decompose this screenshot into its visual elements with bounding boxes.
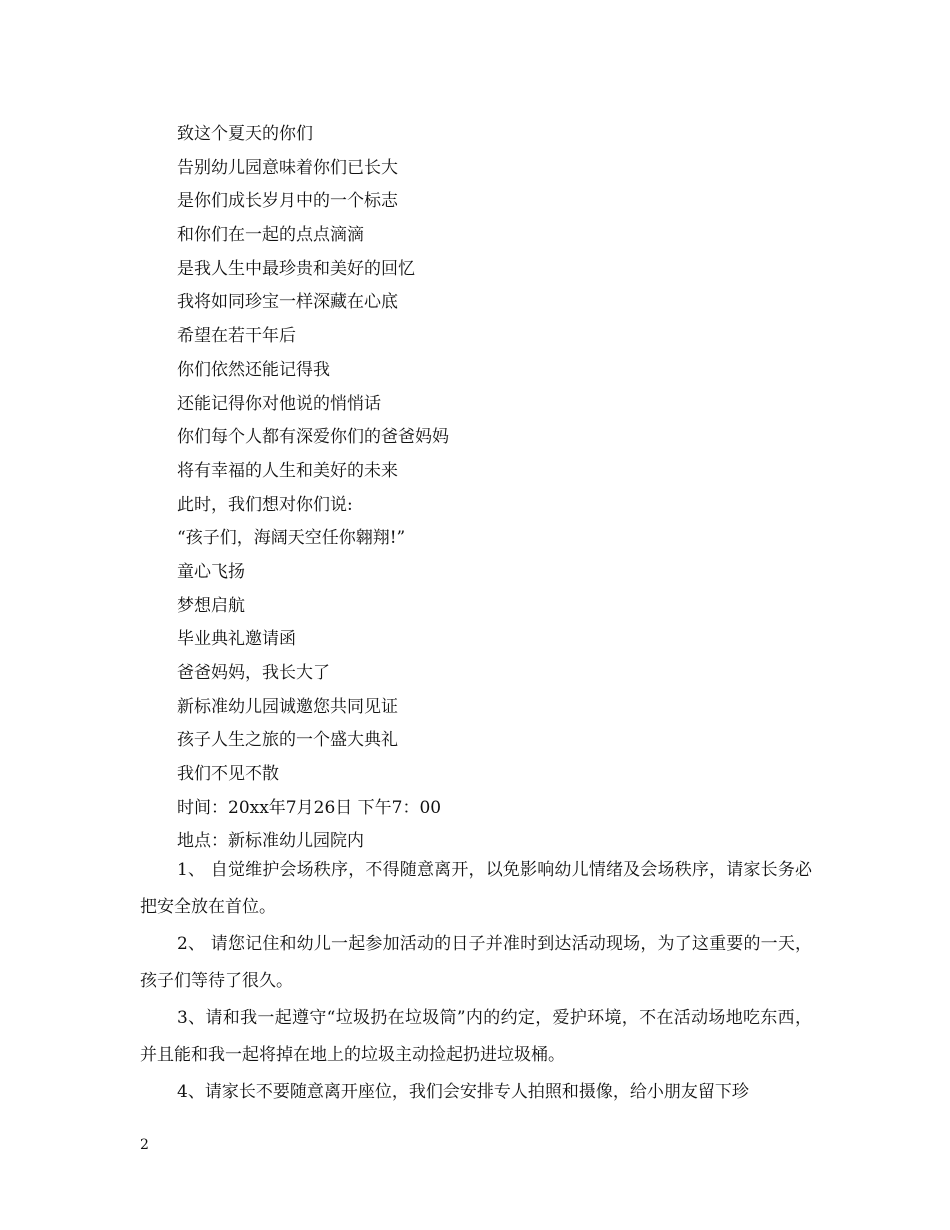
text-line: 希望在若干年后 bbox=[177, 326, 296, 347]
page-number: 2 bbox=[140, 1137, 149, 1153]
notice-paragraphs bbox=[140, 852, 812, 1111]
text-line: 是我人生中最珍贵和美好的回忆 bbox=[177, 258, 415, 279]
text-line: 还能记得你对他说的悄悄话 bbox=[177, 393, 381, 414]
text-line: 你们每个人都有深爱你们的爸爸妈妈 bbox=[177, 427, 449, 448]
notice-item-3: 3、请和我一起遵守“垃圾扔在垃圾筒”内的约定，爱护环境，不在活动场地吃东西，并且能和我一起将掉在地上的垃圾主动捡起扔进垃圾桶。 bbox=[140, 1008, 812, 1065]
text-line: 将有幸福的人生和美好的未来 bbox=[177, 460, 398, 481]
text-line: 和你们在一起的点点滴滴 bbox=[177, 225, 364, 246]
text-line: 童心飞扬 bbox=[177, 561, 245, 582]
text-line: 是你们成长岁月中的一个标志 bbox=[177, 191, 398, 212]
invitation-lines bbox=[177, 118, 817, 859]
text-line: 你们依然还能记得我 bbox=[177, 359, 330, 380]
text-line: 梦想启航 bbox=[177, 595, 245, 616]
notice-item-1: 1、 自觉维护会场秩序，不得随意离开，以免影响幼儿情绪及会场秩序，请家长务必把安全放在首位。 bbox=[140, 860, 812, 917]
text-line: 致这个夏天的你们 bbox=[177, 124, 313, 144]
event-time: 时间：20xx年7月26日 下午7：00 bbox=[177, 797, 442, 818]
text-line: 告别幼儿园意味着你们已长大 bbox=[177, 157, 398, 178]
event-location: 地点：新标准幼儿园院内 bbox=[177, 831, 364, 852]
text-line: 爸爸妈妈，我长大了 bbox=[177, 663, 330, 683]
text-line: 我将如同珍宝一样深藏在心底 bbox=[177, 292, 398, 313]
text-line: 新标准幼儿园诚邀您共同见证 bbox=[177, 696, 398, 717]
notice-item-2: 2、 请您记住和幼儿一起参加活动的日子并准时到达活动现场，为了这重要的一天，孩子们等待了很久。 bbox=[140, 934, 812, 991]
text-line: 毕业典礼邀请函 bbox=[177, 629, 296, 650]
text-line: 孩子人生之旅的一个盛大典礼 bbox=[177, 730, 398, 751]
text-line: “孩子们，海阔天空任你翱翔!” bbox=[177, 528, 406, 549]
text-line: 我们不见不散 bbox=[177, 764, 279, 785]
notice-item-4: 4、请家长不要随意离开座位，我们会安排专人拍照和摄像，给小朋友留下珍 bbox=[177, 1082, 749, 1102]
text-line: 此时，我们想对你们说: bbox=[177, 494, 353, 515]
